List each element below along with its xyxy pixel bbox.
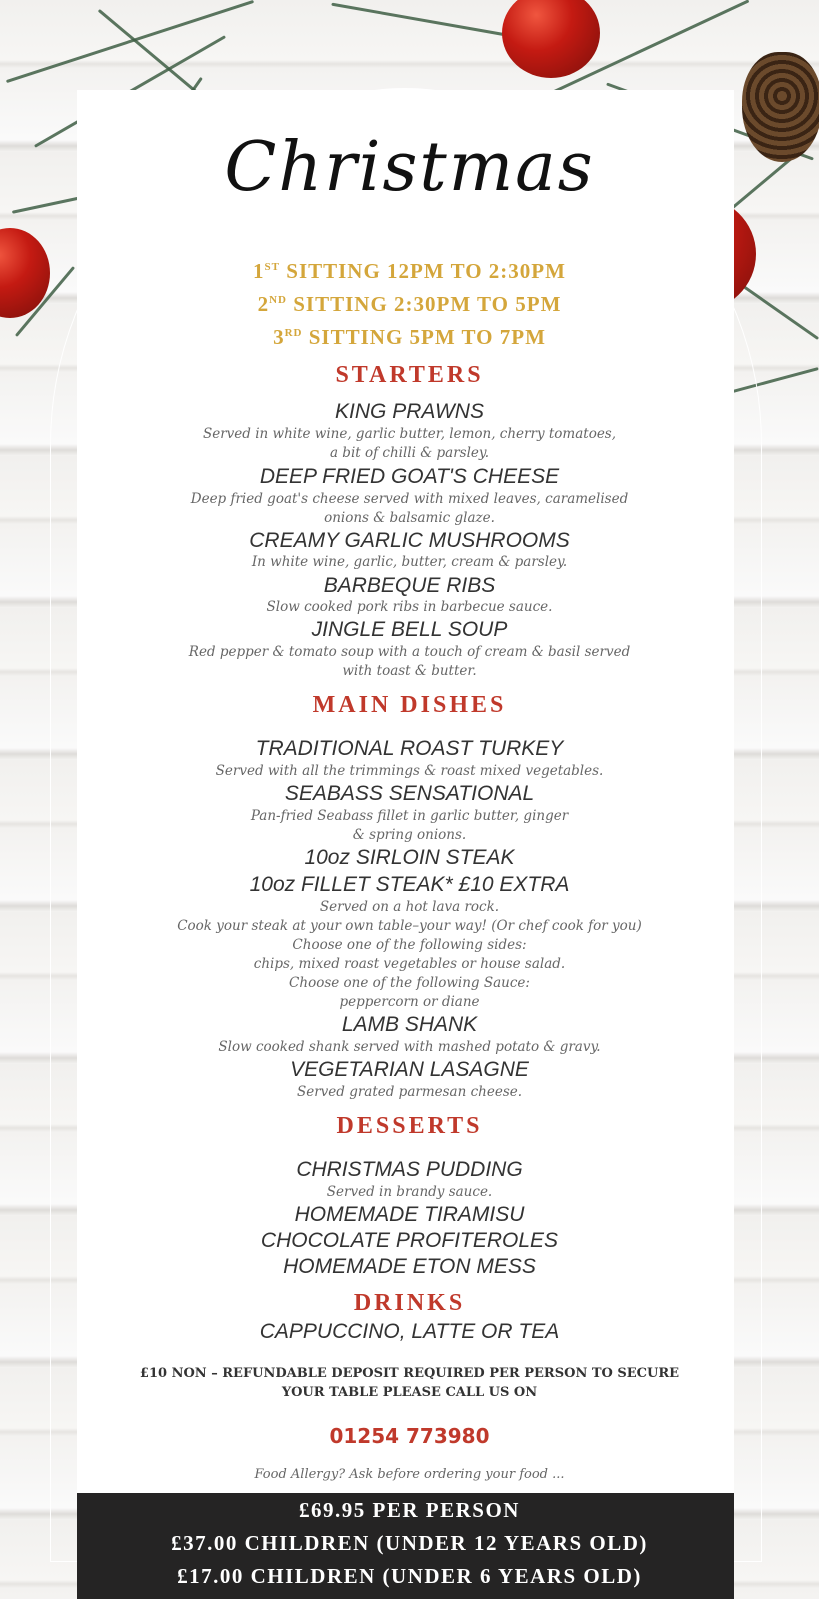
section-heading-desserts: DESSERTS bbox=[336, 1113, 483, 1139]
dish-description: In white wine, garlic, butter, cream & parsley. bbox=[251, 554, 568, 570]
dish-name: CHOCOLATE PROFITEROLES bbox=[260, 1229, 559, 1252]
dish-description: Choose one of the following sides: bbox=[292, 937, 527, 953]
dish-name: KING PRAWNS bbox=[335, 400, 484, 423]
dish-description: Choose one of the following Sauce: bbox=[289, 975, 530, 991]
dish-description: onions & balsamic glaze. bbox=[324, 510, 495, 526]
dish-description: & spring onions. bbox=[352, 827, 467, 843]
allergy-notice: Food Allergy? Ask before ordering your food ... bbox=[254, 1467, 565, 1482]
section-heading-mains: MAIN DISHES bbox=[312, 692, 507, 718]
dish-name: CHRISTMAS PUDDING bbox=[296, 1158, 523, 1181]
dish-description: Slow cooked pork ribs in barbecue sauce. bbox=[266, 599, 553, 615]
sitting-3: 3RD SITTING 5PM TO 7PM bbox=[273, 325, 546, 349]
dish-name: DEEP FRIED GOAT'S CHEESE bbox=[259, 465, 560, 488]
dish-name: HOMEMADE ETON MESS bbox=[283, 1255, 536, 1278]
dish-description: Deep fried goat's cheese served with mixed leaves, caramelised bbox=[190, 491, 629, 507]
sitting-1: 1ST SITTING 12PM TO 2:30PM bbox=[253, 259, 566, 283]
dish-name: CAPPUCCINO, LATTE OR TEA bbox=[259, 1320, 560, 1343]
dish-description: Served on a hot lava rock. bbox=[319, 899, 500, 915]
dish-description: Served in brandy sauce. bbox=[326, 1184, 493, 1200]
dish-name: SEABASS SENSATIONAL bbox=[284, 782, 535, 805]
dish-name: 10oz SIRLOIN STEAK bbox=[304, 846, 515, 869]
ornament-bauble bbox=[502, 0, 600, 78]
sitting-2: 2ND SITTING 2:30PM TO 5PM bbox=[257, 292, 562, 316]
dish-description: chips, mixed roast vegetables or house salad. bbox=[253, 956, 566, 972]
dish-name: CREAMY GARLIC MUSHROOMS bbox=[249, 529, 570, 552]
dish-name: BARBEQUE RIBS bbox=[323, 574, 496, 597]
dish-description: a bit of chilli & parsley. bbox=[329, 445, 490, 461]
dish-name: TRADITIONAL ROAST TURKEY bbox=[255, 737, 564, 760]
dish-description: Served in white wine, garlic butter, lemon, cherry tomatoes, bbox=[202, 426, 617, 442]
dish-description: Pan-fried Seabass fillet in garlic butter, ginger bbox=[250, 808, 569, 824]
price-line: £17.00 CHILDREN (UNDER 6 YEARS OLD) bbox=[177, 1564, 642, 1588]
price-line: £69.95 PER PERSON bbox=[299, 1498, 520, 1522]
dish-description: with toast & butter. bbox=[342, 663, 477, 679]
dish-description: Served grated parmesan cheese. bbox=[296, 1084, 523, 1100]
deposit-notice: YOUR TABLE PLEASE CALL US ON bbox=[281, 1385, 538, 1400]
deposit-notice: £10 NON – REFUNDABLE DEPOSIT REQUIRED PER PERSON TO SECURE bbox=[139, 1366, 680, 1381]
phone-number: 01254 773980 bbox=[329, 1424, 490, 1448]
dish-name: HOMEMADE TIRAMISU bbox=[294, 1203, 525, 1226]
dish-name: JINGLE BELL SOUP bbox=[311, 618, 508, 641]
dish-name: LAMB SHANK bbox=[341, 1013, 478, 1036]
dish-description: Red pepper & tomato soup with a touch of cream & basil served bbox=[188, 644, 631, 660]
dish-description: Cook your steak at your own table–your way! (Or chef cook for you) bbox=[177, 918, 642, 934]
dish-description: Served with all the trimmings & roast mixed vegetables. bbox=[215, 763, 604, 779]
dish-name: VEGETARIAN LASAGNE bbox=[290, 1058, 529, 1081]
section-heading-starters: STARTERS bbox=[335, 362, 484, 388]
dish-description: Slow cooked shank served with mashed potato & gravy. bbox=[218, 1039, 601, 1055]
section-heading-drinks: DRINKS bbox=[353, 1290, 466, 1316]
page-title: Christmas bbox=[224, 128, 595, 207]
dish-name: 10oz FILLET STEAK* £10 EXTRA bbox=[249, 873, 570, 896]
dish-description: peppercorn or diane bbox=[339, 994, 480, 1010]
price-line: £37.00 CHILDREN (UNDER 12 YEARS OLD) bbox=[171, 1531, 648, 1555]
